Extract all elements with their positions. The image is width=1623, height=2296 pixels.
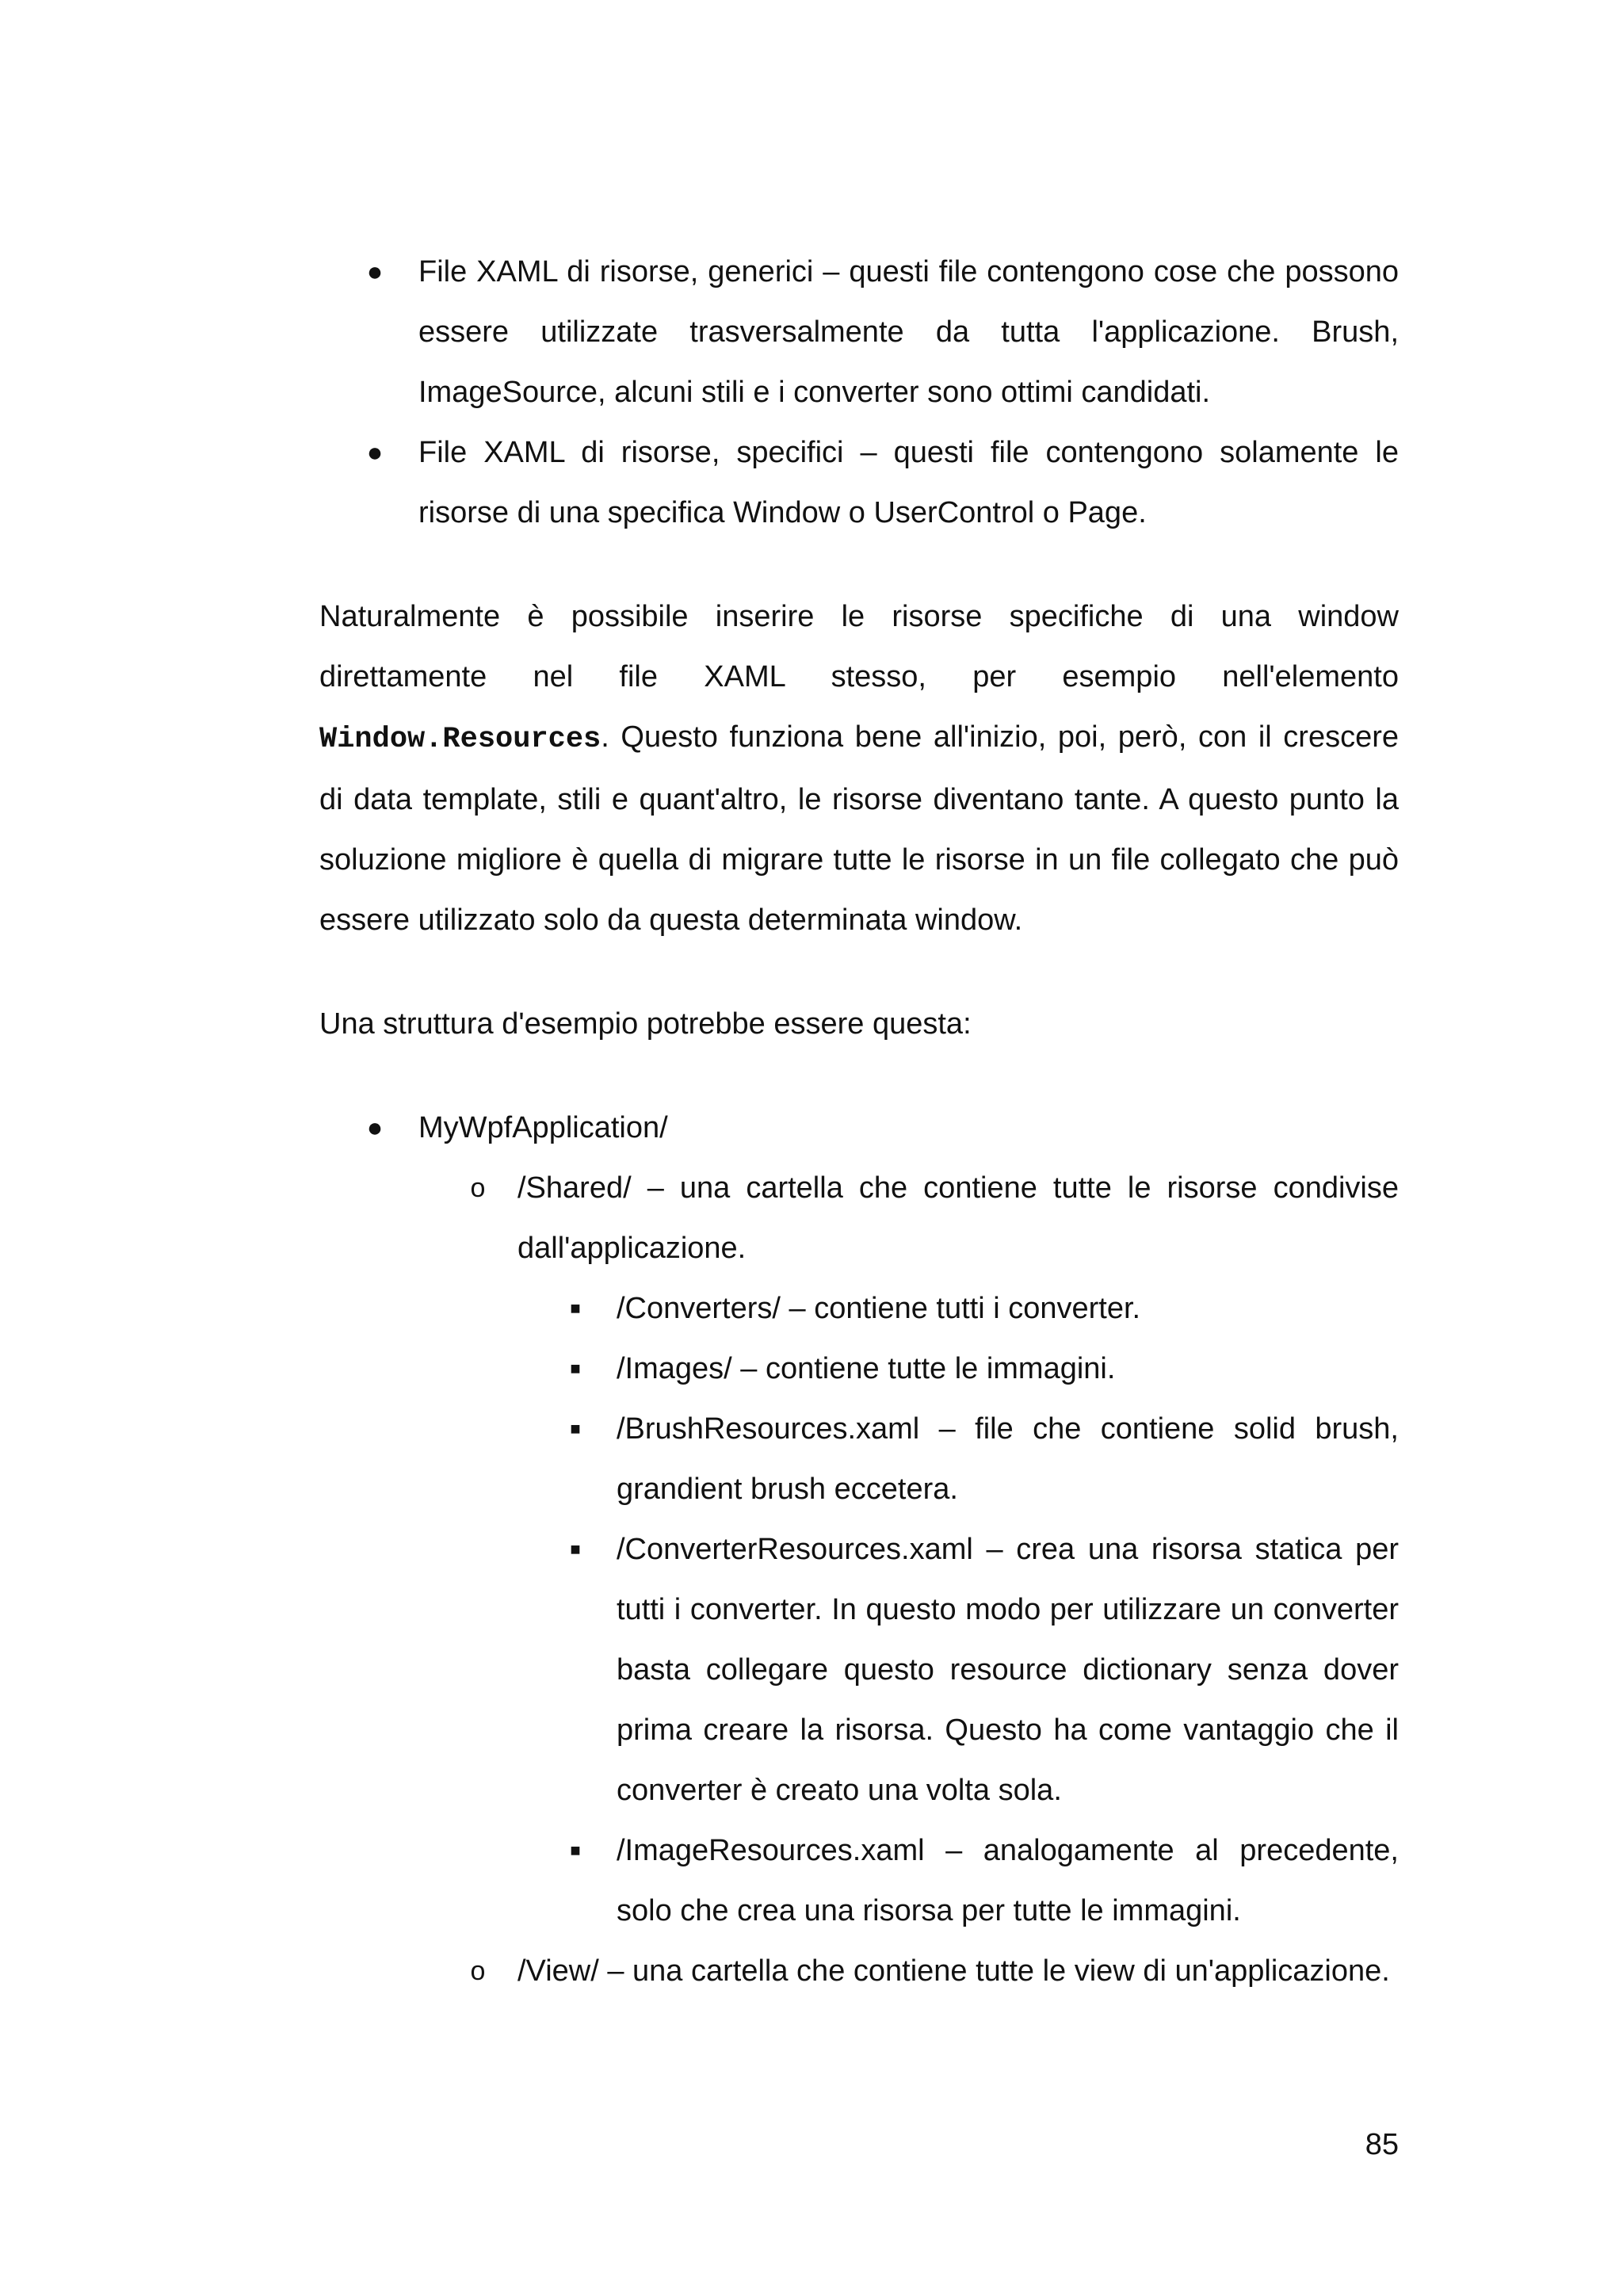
list-item-text: /ConverterResources.xaml – crea una risorsa statica per tutti i converter. In questo modo per utilizzare un converter basta collegare questo resource dictionary senza dover prima creare la risorsa. Questo ha come vantaggio che il converter è creato una volta sola. — [617, 1533, 1399, 1807]
inline-code: Window.Resources — [319, 723, 601, 756]
page-number: 85 — [1365, 2128, 1399, 2161]
bullet-marker: ● — [366, 1113, 384, 1143]
list-item — [319, 1339, 1399, 1399]
bullet-marker: o — [470, 1173, 486, 1203]
paragraph-example-intro: Una struttura d'esempio potrebbe essere questa: — [319, 1007, 972, 1041]
bullet-marker: o — [470, 1956, 486, 1986]
list-item — [319, 242, 1399, 422]
bullet-marker: ● — [366, 257, 384, 287]
list-item-text: MyWpfApplication/ — [418, 1111, 668, 1144]
bullet-marker: ■ — [570, 1539, 581, 1559]
list-item-text: /BrushResources.xaml – file che contiene solid brush, grandient brush eccetera. — [617, 1412, 1399, 1506]
list-item — [319, 1519, 1399, 1820]
paragraph-resources — [319, 586, 1399, 950]
page-body — [319, 242, 1399, 2001]
list-item — [319, 1278, 1399, 1339]
bullet-marker: ■ — [570, 1419, 581, 1438]
list-item — [319, 1158, 1399, 1278]
bullet-marker: ● — [366, 437, 384, 468]
bullet-marker: ■ — [570, 1358, 581, 1378]
paragraph-text: . Questo funziona bene all'inizio, poi, però, con il crescere di data template, stili e quant'altro, le risorse diventano tante. A questo punto la soluzione migliore è quella di migrare tutte le risorse in un file collegato che può essere utilizzato solo da questa determinata window. — [319, 720, 1399, 937]
bullet-marker: ■ — [570, 1298, 581, 1318]
list-item — [319, 1941, 1399, 2001]
list-item-text: /Converters/ – contiene tutti i converter. — [617, 1292, 1141, 1325]
list-item-text: /ImageResources.xaml – analogamente al precedente, solo che crea una risorsa per tutte le immagini. — [617, 1834, 1399, 1927]
list-item — [319, 422, 1399, 543]
paragraph-text: Naturalmente è possibile inserire le risorse specifiche di una window direttamente nel file XAML stesso, per esempio nell'elemento — [319, 600, 1399, 693]
bullet-marker: ■ — [570, 1840, 581, 1860]
list-item-text: File XAML di risorse, generici – questi file contengono cose che possono essere utilizzate trasversalmente da tutta l'applicazione. Brush, ImageSource, alcuni stili e i converter sono ottimi candidati. — [418, 255, 1399, 409]
folder-structure-list — [319, 1098, 1399, 2001]
list-item-text: /Images/ – contiene tutte le immagini. — [617, 1352, 1116, 1385]
list-item — [319, 1098, 1399, 1158]
list-item-text: /View/ – una cartella che contiene tutte le view di un'applicazione. — [517, 1954, 1390, 1988]
list-item — [319, 1399, 1399, 1519]
list-item-text: File XAML di risorse, specifici – questi file contengono solamente le risorse di una specifica Window o UserControl o Page. — [418, 436, 1399, 529]
list-item-text: /Shared/ – una cartella che contiene tutte le risorse condivise dall'applicazione. — [517, 1171, 1399, 1265]
resource-file-types-list — [319, 242, 1399, 543]
list-item — [319, 1820, 1399, 1941]
